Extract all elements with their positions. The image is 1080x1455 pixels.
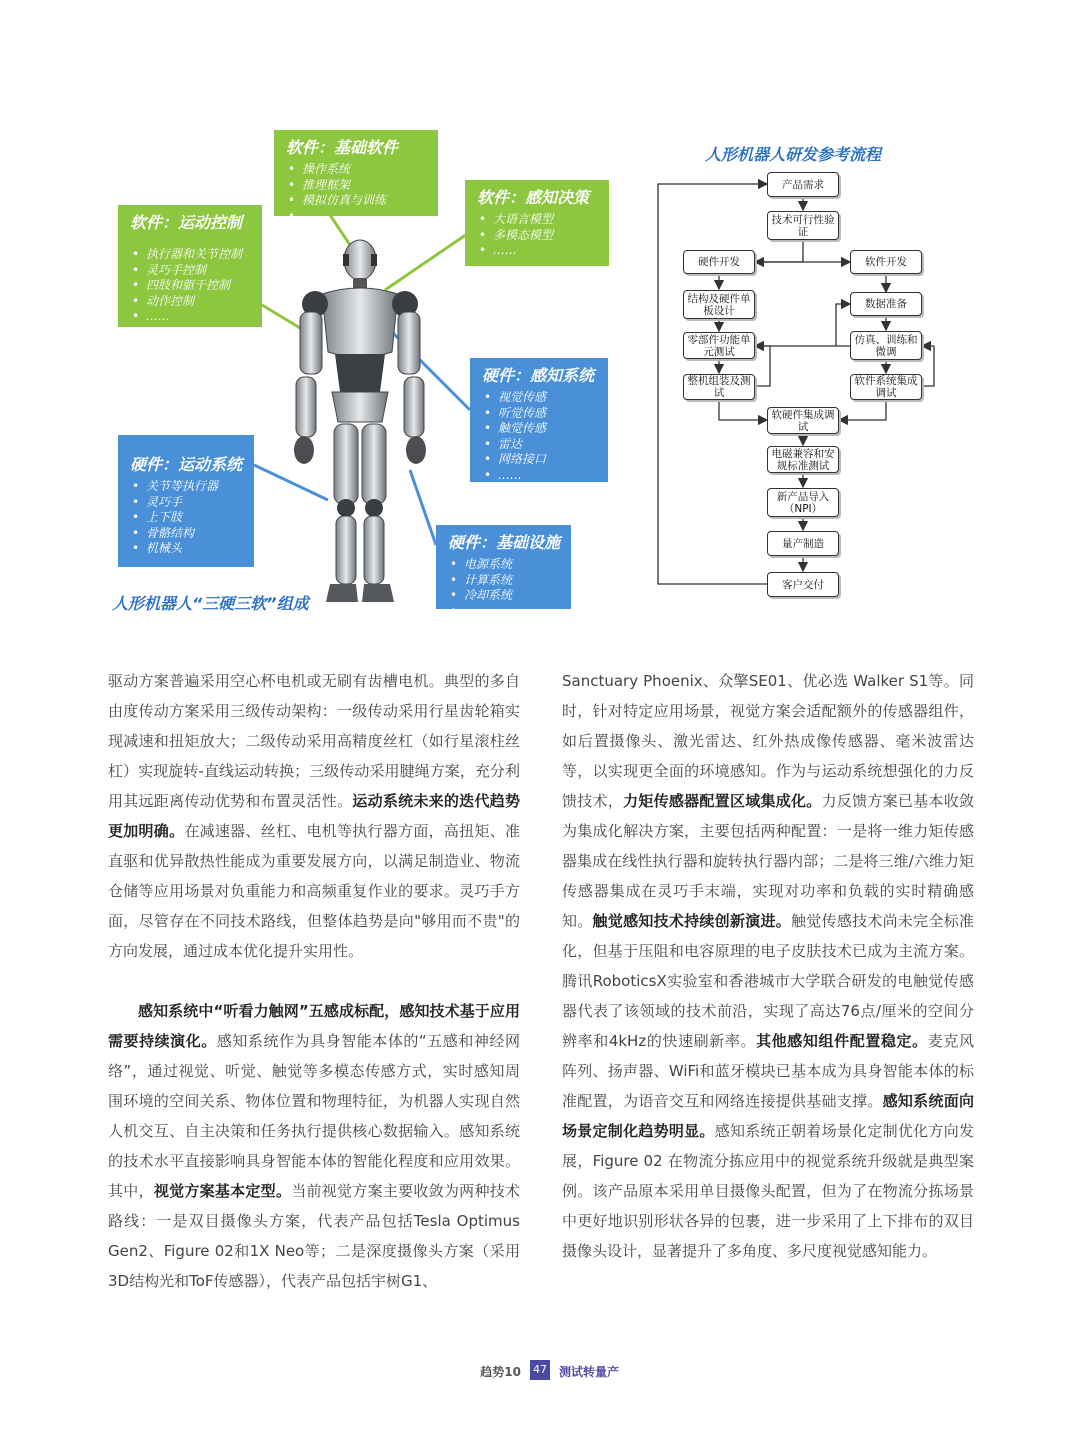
flow-node-data-prep: 数据准备 <box>850 292 922 316</box>
list-item: • 骨骼结构 <box>146 526 244 542</box>
text-run: 在减速器、丝杠、电机等执行器方面，高扭矩、准直驱和优异散热性能成为重要发展方向，以满足制造业、物流仓储等应用场景对负重能力和高频重复作业的要求。灵巧手方面，尽管存在不同技术路线，但整体趋势是向"够用而不贵"的方向发展，通过成本优化提升实用性。 <box>108 822 520 960</box>
list-item: • 推理框架 <box>302 178 428 194</box>
text-run: 感知系统正朝着场景化定制优化方向发展，Figure 02 在物流分拣应用中的视觉系统升级就是典型案例。该产品原本采用单目摄像头配置，但为了在物流分拣场景中更好地识别形状各异的包裹，进一步采用了上下排布的双目摄像头设计，显著提升了多角度、多尺度视觉感知能力。 <box>562 1122 974 1260</box>
list-item: • 大语言模型 <box>493 212 599 228</box>
list-item: • …… <box>498 468 598 484</box>
bold-text: 力矩传感器配置区域集成化。 <box>623 792 822 810</box>
list-item: • …… <box>302 209 428 225</box>
body-column-left <box>108 666 520 1296</box>
list-item: • …… <box>493 243 599 259</box>
list-item: • 多模态模型 <box>493 228 599 244</box>
flow-node-software-dev: 软件开发 <box>850 250 922 274</box>
flow-node-mass-production: 量产制造 <box>767 531 839 556</box>
list-item: • …… <box>464 604 561 620</box>
flow-node-hw-sw-integration: 软硬件集成调试 <box>767 407 839 434</box>
text-run: 感知系统作为具身智能本体的“五感和神经网络”，通过视觉、听觉、触觉等多模态传感方式，实时感知周围环境的空间关系、物体位置和物理特征，为机器人实现自然人机交互、自主决策和任务执行提供核心数据输入。感知系统的技术水平直接影响具身智能本体的智能化程度和应用效果。其中， <box>108 1032 520 1200</box>
text-run: 当前视觉方案主要收敛为两种技术路线：一是双目摄像头方案，代表产品包括Tesla Optimus Gen2、Figure 02和1X Neo等；二是深度摄像头方案（采用3D结构光和ToF传感器），代表产品包括宇树G1、 <box>108 1182 520 1290</box>
paragraph <box>108 996 520 1296</box>
list-item: • 动作控制 <box>146 294 252 310</box>
paragraph <box>562 666 974 1266</box>
list-item: • 电源系统 <box>464 557 561 573</box>
flow-node-emc-safety-test: 电磁兼容和安规标准测试 <box>767 446 839 473</box>
bold-text: 其他感知组件配置稳定。 <box>756 1032 928 1050</box>
list-item: • 模拟仿真与训练 <box>302 193 428 209</box>
list-item: • 机械头 <box>146 541 244 557</box>
bold-text: 运动系统未来的迭代趋势更加明确。 <box>108 792 520 840</box>
text-run: 麦克风阵列、扬声器、WiFi和蓝牙模块已基本成为具身智能本体的标准配置，为语音交互和网络连接提供基础支撑。 <box>562 1032 974 1110</box>
list-item: • 执行器和关节控制 <box>146 247 252 263</box>
box-software-perception-decision <box>465 180 609 266</box>
flow-node-feasibility-verification: 技术可行性验证 <box>767 211 839 240</box>
list-item: • 网络接口 <box>498 452 598 468</box>
list-item: • 灵巧手控制 <box>146 263 252 279</box>
list-item: • 计算系统 <box>464 573 561 589</box>
page-number: 47 <box>530 1360 550 1380</box>
list-item: • 上下肢 <box>146 510 244 526</box>
box-hardware-motion-system <box>118 435 254 567</box>
bold-text: 感知系统中“听看力触网”五感成标配，感知技术基于应用需要持续演化。 <box>108 1002 520 1050</box>
flow-node-component-unit-test: 零部件功能单元测试 <box>683 332 755 359</box>
text-run: 驱动方案普遍采用空心杯电机或无刷有齿槽电机。典型的多自由度传动方案采用三级传动架构：一级传动采用行星齿轮箱实现减速和扭矩放大；二级传动采用高精度丝杠（如行星滚柱丝杠）实现旋转-直线运动转换；三级传动采用腱绳方案，充分利用其远距离传动优势和布置灵活性。 <box>108 672 520 810</box>
flow-node-structure-board-design: 结构及硬件单板设计 <box>683 290 755 319</box>
page-footer <box>0 1360 1080 1382</box>
footer-chapter-label: 测试转量产 <box>559 1365 620 1379</box>
list-item: • …… <box>146 309 252 325</box>
flow-node-customer-delivery: 客户交付 <box>767 572 839 597</box>
box-hardware-infrastructure <box>436 525 571 618</box>
humanoid-robot-illustration <box>260 232 460 607</box>
flow-node-npi: 新产品导入（NPI） <box>767 488 839 517</box>
list-item: • 听觉传感 <box>498 406 598 422</box>
bold-text: 视觉方案基本定型。 <box>153 1182 292 1200</box>
list-item: • 灵巧手 <box>146 495 244 511</box>
flow-node-product-requirement: 产品需求 <box>767 172 839 197</box>
list-item: • 操作系统 <box>302 162 428 178</box>
text-run: 触觉传感技术尚未完全标准化，但基于压阻和电容原理的电子皮肤技术已成为主流方案。腾讯RoboticsX实验室和香港城市大学联合研发的电触觉传感器代表了该领域的技术前沿，实现了高达76点/厘米的空间分辨率和4kHz的快速刷新率。 <box>562 912 974 1050</box>
flow-node-hardware-dev: 硬件开发 <box>683 250 755 274</box>
list-item: • 冷却系统 <box>464 588 561 604</box>
bold-text: 触觉感知技术持续创新演进。 <box>592 912 792 930</box>
paragraph <box>108 666 520 966</box>
list-item: • 视觉传感 <box>498 390 598 406</box>
footer-section-label: 趋势10 <box>480 1365 521 1379</box>
bold-text: 感知系统面向场景定制化趋势明显。 <box>562 1092 974 1140</box>
box-hardware-perception <box>470 358 608 482</box>
flow-node-sim-train-tune: 仿真、训练和微调 <box>850 331 922 360</box>
box-title: 软件：基础软件 <box>286 138 399 157</box>
flowchart-title: 人形机器人研发参考流程 <box>705 145 882 164</box>
box-software-basic <box>274 130 438 223</box>
box-title: 软件：运动控制 <box>130 213 243 232</box>
box-title: 硬件：基础设施 <box>448 533 561 552</box>
box-title: 软件：感知决策 <box>477 188 590 207</box>
figure-caption: 人形机器人“三硬三软”组成 <box>112 594 309 613</box>
list-item: • 触觉传感 <box>498 421 598 437</box>
body-column-right <box>562 666 974 1266</box>
text-run: 力反馈方案已基本收敛为集成化解决方案，主要包括两种配置：一是将一维力矩传感器集成在线性执行器和旋转执行器内部；二是将三维/六维力矩传感器集成在灵巧手末端，实现对功率和负载的实时精确感知。 <box>562 792 974 930</box>
box-title: 硬件：感知系统 <box>482 366 595 385</box>
flow-node-software-integration: 软件系统集成调试 <box>850 374 922 400</box>
box-title: 硬件：运动系统 <box>130 455 243 474</box>
list-item: • 雷达 <box>498 437 598 453</box>
flow-node-assembly-test: 整机组装及测试 <box>683 374 755 400</box>
list-item: • 四肢和躯干控制 <box>146 278 252 294</box>
text-run: Sanctuary Phoenix、众擎SE01、优必选 Walker S1等。同时，针对特定应用场景，视觉方案会适配额外的传感器组件，如后置摄像头、激光雷达、红外热成像传感器、毫米波雷达等，以实现更全面的环境感知。作为与运动系统想强化的力反馈技术， <box>562 672 974 810</box>
box-software-motion-control <box>118 205 262 327</box>
list-item: • 关节等执行器 <box>146 479 244 495</box>
